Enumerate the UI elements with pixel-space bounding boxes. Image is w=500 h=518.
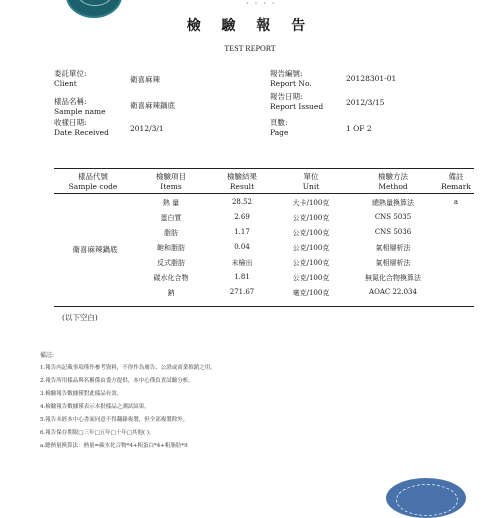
- header-result-zh: 檢驗結果: [227, 172, 257, 181]
- row-result: 1.17: [234, 228, 250, 236]
- header-sample-code-zh: 樣品代號: [78, 172, 108, 181]
- row-item: 熱 量: [162, 199, 180, 207]
- note-line: 2.報告所用樣品與名稱係由委方提供，本中心僅負責試驗分析。: [40, 378, 194, 384]
- table-row: [54, 258, 474, 273]
- note-line: 5.報告未經本中心書面同意不得翻錄複製，但全部複製除外。: [40, 417, 189, 423]
- table-top-rule: [54, 168, 474, 169]
- sample-code-cell: 衛喜麻辣鍋底: [72, 245, 118, 254]
- note-line: 1.報告內記載事項僅作參考資料，不得作為廣告、公證或商業推銷之用。: [40, 365, 216, 371]
- row-remark: a: [453, 198, 459, 206]
- page-value: 1 OF 2: [346, 124, 372, 133]
- table-row: [54, 213, 474, 228]
- client-label-en: Client: [54, 79, 77, 88]
- table-row: [54, 273, 474, 288]
- client-value: 衛喜麻辣: [130, 75, 160, 84]
- row-result: 2.69: [234, 213, 250, 221]
- row-unit: 大卡/100克: [292, 199, 330, 207]
- page-label: [270, 118, 288, 138]
- report-no-value: 20128301-01: [346, 74, 397, 83]
- report-no-label-en: Report No.: [270, 79, 312, 88]
- row-item: 鈉: [167, 289, 175, 297]
- row-unit: 毫克/100克: [292, 289, 330, 297]
- header-items-en: Items: [160, 182, 182, 191]
- table-row: [54, 243, 474, 258]
- row-result: 0.04: [234, 243, 250, 251]
- table-header-rule: [54, 193, 474, 194]
- date-received-label-zh: 收樣日期:: [54, 118, 87, 127]
- row-method: 氣相層析法: [375, 259, 411, 267]
- lab-seal: [386, 478, 466, 518]
- report-issued-value: 2012/3/15: [346, 98, 385, 107]
- report-issued-label-zh: 報告日期:: [270, 92, 303, 101]
- table-end-note: (以下空白): [62, 313, 98, 322]
- sample-name-label-zh: 樣品名稱:: [54, 97, 87, 106]
- row-result: 未檢出: [231, 259, 253, 267]
- row-unit: 公克/100克: [292, 274, 330, 282]
- table-row: [54, 198, 474, 213]
- sample-name-value: 衛喜麻辣鍋底: [130, 101, 175, 110]
- report-issued-label: [270, 92, 323, 112]
- report-title-en: TEST REPORT: [224, 44, 276, 53]
- header-method: [348, 172, 438, 192]
- sample-name-label-en: Sample name: [54, 107, 106, 116]
- notes-heading: 備註:: [40, 352, 55, 359]
- page-label-zh: 頁數:: [270, 118, 288, 127]
- row-method: CNS 5036: [374, 228, 412, 236]
- note-line: 4.檢驗報告數據僅表示本批樣品之測試結果。: [40, 404, 150, 410]
- header-sample-code-en: Sample code: [68, 182, 118, 191]
- date-received-value: 2012/3/1: [130, 124, 164, 133]
- page-label-en: Page: [270, 128, 289, 137]
- header-sample-code: [54, 172, 132, 192]
- row-unit: 公克/100克: [292, 259, 330, 267]
- header-items-zh: 檢驗項目: [156, 172, 186, 181]
- row-unit: 公克/100克: [292, 214, 330, 222]
- row-method: CNS 5035: [374, 213, 412, 221]
- table-row: [54, 228, 474, 243]
- table-row: [54, 288, 474, 303]
- row-item: 飽和脂肪: [157, 244, 185, 252]
- client-label-zh: 委託單位:: [54, 69, 87, 78]
- report-issued-label-en: Report Issued: [270, 102, 324, 111]
- report-title-zh: 檢 驗 報 告: [186, 18, 314, 34]
- header-unit-en: Unit: [302, 182, 320, 191]
- row-method: 總熱量換算法: [372, 199, 414, 207]
- header-remark: [438, 172, 474, 192]
- header-unit: [274, 172, 348, 192]
- header-remark-en: Remark: [441, 182, 471, 191]
- report-no-label-zh: 報告編號:: [270, 69, 303, 78]
- header-unit-zh: 單位: [303, 172, 319, 181]
- results-table: [54, 168, 474, 308]
- row-item: 反式脂肪: [157, 259, 185, 267]
- note-line: a.總熱量換算法：熱量=碳水化合物*4+粗蛋白*4+粗脂肪*9: [40, 443, 188, 449]
- row-method: 氣相層析法: [375, 244, 411, 252]
- row-result: 1.81: [234, 273, 250, 281]
- sample-name-label: [54, 97, 106, 117]
- header-items: [132, 172, 210, 192]
- row-unit: 公克/100克: [292, 244, 330, 252]
- report-no-label: [270, 69, 312, 89]
- header-method-en: Method: [378, 182, 408, 191]
- row-method: 無氮化合物換算法: [365, 274, 421, 282]
- header-remark-zh: 備註: [448, 172, 464, 181]
- date-received-label: [54, 118, 109, 138]
- row-result: 271.67: [229, 288, 255, 296]
- row-method: AOAC 22.034: [369, 288, 417, 296]
- row-item: 碳水化合物: [153, 274, 189, 282]
- row-result: 28.52: [231, 198, 253, 206]
- row-item: 蛋白質: [160, 214, 182, 222]
- client-label: [54, 69, 87, 89]
- note-line: 3.檢驗報告數據僅對此樣品有效。: [40, 391, 123, 397]
- header-result: [210, 172, 274, 192]
- date-received-label-en: Date Received: [54, 128, 109, 137]
- header-method-zh: 檢驗方法: [378, 172, 408, 181]
- header-mark: • • • •: [246, 1, 277, 7]
- row-item: 脂肪: [164, 229, 178, 237]
- note-line: 6.報告保存期限□三年□五年□十年□其他( )。: [40, 430, 155, 436]
- header-result-en: Result: [229, 182, 255, 191]
- row-unit: 公克/100克: [292, 229, 330, 237]
- table-bottom-rule: [54, 306, 474, 307]
